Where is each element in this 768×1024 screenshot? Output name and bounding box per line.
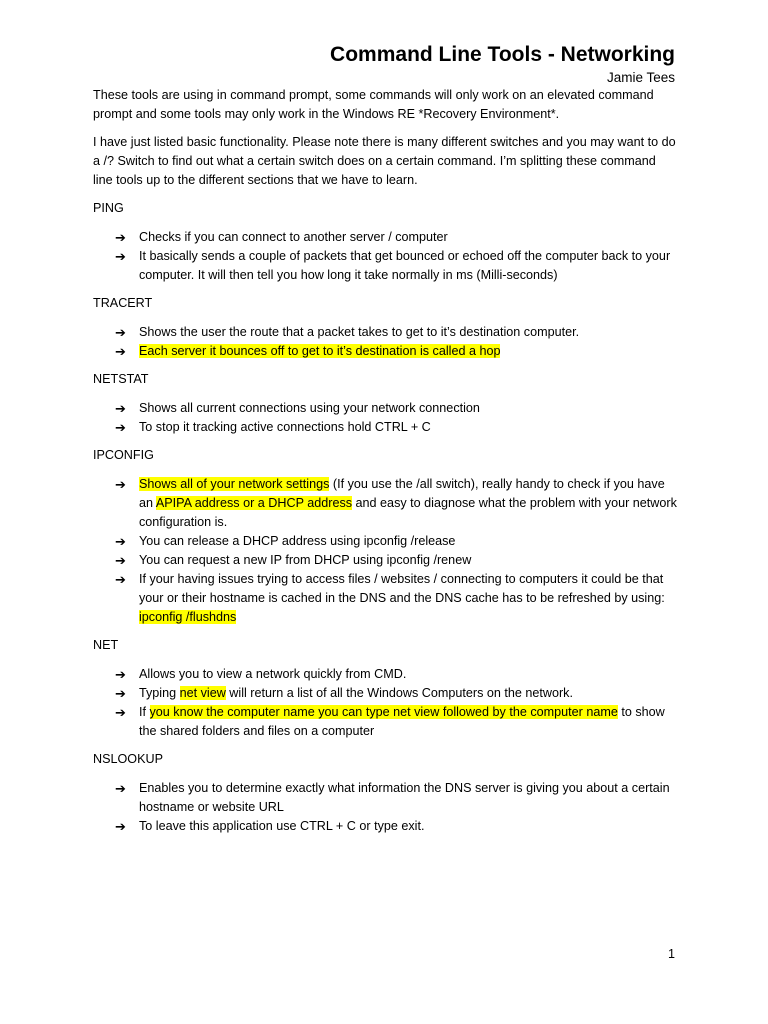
item-text: Typing (139, 686, 180, 700)
list-item (93, 532, 678, 551)
page-number: 1 (667, 947, 675, 961)
list-item (93, 684, 678, 703)
list-item (93, 570, 678, 627)
list-item (93, 779, 678, 817)
section-heading: NET (93, 638, 119, 652)
highlighted-text: ipconfig /flushdns (139, 610, 237, 624)
document-title: Command Line Tools - Networking (330, 43, 675, 66)
sections-container (93, 199, 678, 836)
item-text: You can request a new IP from DHCP using ipconfig /renew (139, 553, 472, 567)
arrow-bullet-icon: ➔ (115, 249, 126, 264)
arrow-bullet-icon: ➔ (115, 705, 126, 720)
list-item (93, 247, 678, 285)
list-item (93, 228, 678, 247)
highlighted-text: Shows all of your network settings (139, 477, 330, 491)
arrow-bullet-icon: ➔ (115, 401, 126, 416)
list-item (93, 399, 678, 418)
document-body (93, 86, 678, 845)
list-item (93, 475, 678, 532)
highlighted-text: Each server it bounces off to get to it’s destination is called a hop (139, 344, 501, 358)
section-heading: NETSTAT (93, 372, 149, 386)
arrow-bullet-icon: ➔ (115, 325, 126, 340)
bullet-list (93, 228, 678, 285)
arrow-bullet-icon: ➔ (115, 553, 126, 568)
item-text: It basically sends a couple of packets that get bounced or echoed off the computer back to your computer. It will then tell you how long it take normally in ms (Milli-seconds) (139, 249, 671, 282)
arrow-bullet-icon: ➔ (115, 819, 126, 834)
arrow-bullet-icon: ➔ (115, 344, 126, 359)
arrow-bullet-icon: ➔ (115, 477, 126, 492)
intro-paragraph: These tools are using in command prompt, some commands will only work on an elevated command prompt and some tools may only work in the Windows RE *Recovery Environment*. (93, 88, 654, 121)
bullet-list (93, 665, 678, 741)
list-item (93, 418, 678, 437)
item-text: will return a list of all the Windows Computers on the network. (225, 686, 573, 700)
section-heading: NSLOOKUP (93, 752, 163, 766)
item-text: If (139, 705, 150, 719)
bullet-list (93, 399, 678, 437)
section-heading: PING (93, 201, 124, 215)
item-text: If your having issues trying to access files / websites / connecting to computers it could be that your or their hostname is cached in the DNS and the DNS cache has to be refreshed by using: (139, 572, 665, 605)
section-heading: IPCONFIG (93, 448, 154, 462)
item-text: and easy to diagnose what the problem with your network configuration is. (139, 496, 677, 529)
item-text: (If you use the /all switch), really handy to check if you have an (139, 477, 665, 510)
item-text: To leave this application use CTRL + C or type exit. (139, 819, 425, 833)
item-text: You can release a DHCP address using ipconfig /release (139, 534, 456, 548)
highlighted-text: you know the computer name you can type net view followed by the computer name (149, 705, 618, 719)
arrow-bullet-icon: ➔ (115, 572, 126, 587)
highlighted-text: APIPA address or a DHCP address (155, 496, 353, 510)
list-item (93, 342, 678, 361)
arrow-bullet-icon: ➔ (115, 667, 126, 682)
list-item (93, 665, 678, 684)
list-item (93, 551, 678, 570)
item-text: Checks if you can connect to another server / computer (139, 230, 448, 244)
intro-paragraph: I have just listed basic functionality. Please note there is many different switches and you may want to do a /? Switch to find out what a certain switch does on a certain command. I’m splitting these command line tools up to the different sections that we have to learn. (93, 135, 676, 187)
author-name: Jamie Tees (606, 70, 675, 85)
item-text: To stop it tracking active connections hold CTRL + C (139, 420, 431, 434)
item-text: Shows all current connections using your network connection (139, 401, 480, 415)
list-item (93, 817, 678, 836)
list-item (93, 703, 678, 741)
section-heading: TRACERT (93, 296, 153, 310)
list-item (93, 323, 678, 342)
arrow-bullet-icon: ➔ (115, 534, 126, 549)
arrow-bullet-icon: ➔ (115, 420, 126, 435)
item-text: Shows the user the route that a packet takes to get to it’s destination computer. (139, 325, 580, 339)
arrow-bullet-icon: ➔ (115, 686, 126, 701)
item-text: Allows you to view a network quickly from CMD. (139, 667, 407, 681)
bullet-list (93, 475, 678, 627)
arrow-bullet-icon: ➔ (115, 781, 126, 796)
bullet-list (93, 323, 678, 361)
item-text: Enables you to determine exactly what information the DNS server is giving you about a certain hostname or website URL (139, 781, 670, 814)
item-text: to show the shared folders and files on a computer (139, 705, 665, 738)
bullet-list (93, 779, 678, 836)
highlighted-text: net view (179, 686, 226, 700)
arrow-bullet-icon: ➔ (115, 230, 126, 245)
